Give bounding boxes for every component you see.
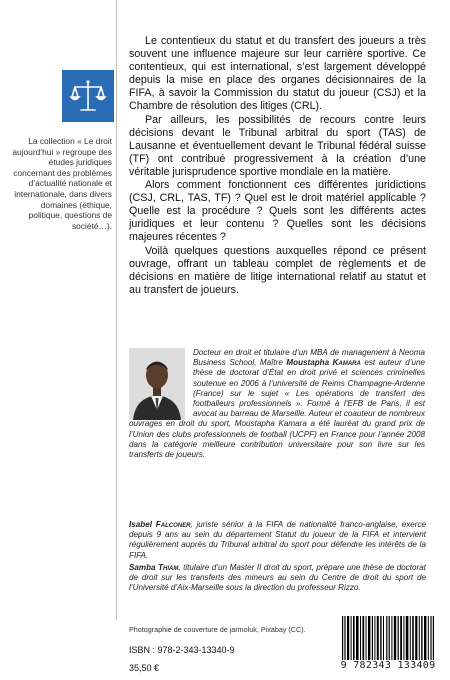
author-first-name: Moustapha: [286, 358, 330, 368]
contributor-first-name: Isabel: [129, 520, 152, 529]
scales-of-justice-icon: [62, 70, 114, 122]
summary-paragraph: Par ailleurs, les possibilités de recours contre leurs décisions devant le Tribunal arbitral du sport (TAS) de Lausanne et éventuellement devant le Tribunal fédéral suisse (TF) ont contribué progressivement à la création d’une véritable jurisprudence sportive mondiale en la matière.: [129, 113, 426, 178]
author-section: [129, 348, 429, 503]
contributor-entry: [129, 563, 426, 594]
collection-column: [0, 0, 117, 620]
contributors-section: [129, 520, 426, 595]
contributor-description: , juriste sénior à la FIFA de nationalité franco-anglaise, exerce depuis 9 ans au sein du département Statut du joueur de la FIFA et intervient régulièrement auprès du Tribunal arbitral du sport pour défendre les intérêts de la FIFA.: [129, 520, 427, 560]
contributor-entry: [129, 520, 426, 561]
price: 35,50 €: [129, 663, 160, 673]
collection-description: La collection « Le droit aujourd’hui » regroupe des études juridiques concernant des problèmes d’actualité nationale et internationale, dans divers domaines (éthique, politique, questions de société…).: [12, 136, 112, 231]
summary-paragraph: Alors comment fonctionnent ces différentes juridictions (CSJ, CRL, TAS, TF) ? Quel est le droit matériel applicable ? Quelle est la procédure ? Quels sont les différents actes juridiques et leur contenu ? Quelles sont les décisions majeures récentes ?: [129, 179, 426, 244]
summary-paragraph: Le contentieux du statut et du transfert des joueurs a très souvent une influence majeure sur leur carrière sportive. Ce contentieux, qui est international, s’est largement développé depuis la mise en place des organes décisionnaires de la FIFA, à savoir la Commission du statut du joueur (CSJ) et la Chambre de résolution des litiges (CRL).: [129, 35, 426, 113]
author-bio-text: est auteur d’une thèse de doctorat d’État en droit privé et sciences criminelles soutenue en 2006 à l’université de Reims Champagne-Ardenne (France) sur le sujet « Les opérations de transfert des footballeurs professionnels ». Formé à l’EFB de Paris, il est avocat au barreau de Marseille. Auteur et coauteur de nombreux ouvrages en droit du sport, Moustapha Kamara a été lauréat du grand prix de l’Union des clubs professionnels de football (UCPF) en France pour l’année 2008 dans la catégorie meilleure contribution universitaire pour son livre sur les transferts de joueurs.: [129, 358, 426, 460]
contributor-description: , titulaire d’un Master II droit du sport, prépare une thèse de doctorat de droit sur les transferts des mineurs au sein du Centre de droit du sport de l’Université d’Aix-Marseille sous la direction du professeur Rizzo.: [129, 562, 426, 593]
author-last-name: Kamara: [332, 358, 361, 368]
author-bio-intro: Docteur en droit et titulaire d’un MBA de management à Neoma Business School, Maître: [193, 348, 425, 368]
cover-photo-credit: Photographie de couverture de jarmoluk, Pixabay (CC).: [129, 625, 306, 634]
barcode-number: 9 782343 133409: [336, 660, 440, 671]
isbn-number: ISBN : 978-2-343-13340-9: [129, 645, 235, 655]
author-biography: [129, 348, 425, 460]
back-cover-summary: [129, 35, 426, 297]
summary-paragraph: Voilà quelques questions auxquelles répond ce présent ouvrage, offrant un tableau complet de règlements et de décisions en matière de litige international relatif au statut et au transfert de joueurs.: [129, 244, 426, 296]
contributor-first-name: Samba: [129, 562, 156, 572]
contributor-last-name: Thiam: [158, 562, 179, 572]
contributor-last-name: Falconer: [155, 520, 191, 529]
